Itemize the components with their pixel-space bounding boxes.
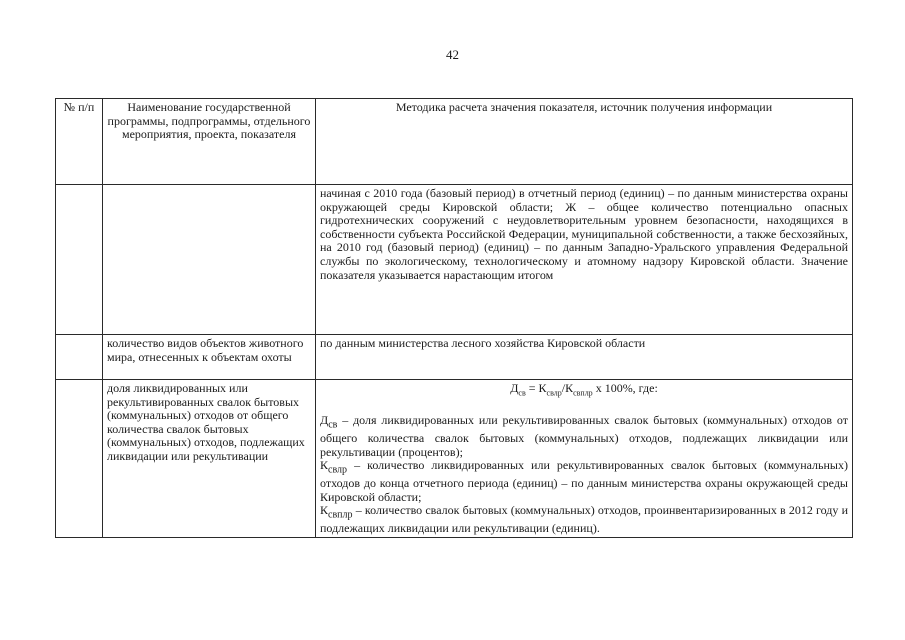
- formula-equals: = К: [525, 381, 547, 395]
- table-header-row: [56, 99, 853, 185]
- formula-tail: х 100%, где:: [592, 381, 658, 395]
- formula-d-symbol: Д: [510, 381, 519, 395]
- table-row: [56, 185, 853, 335]
- table-row: [56, 380, 853, 538]
- cell-number: [56, 185, 103, 335]
- definition-k-liquidated: $К_{свлр}$ – количество ликвидированных или рекультивированных свалок бытовых (коммунальных) отходов до конца отчетного периода (единиц) – по данным министерства охраны окружающей среды Кировской области;: [320, 458, 848, 504]
- formula-d-subscript: св: [518, 388, 526, 398]
- header-name: Наименование государственной программы, подпрограммы, отдельного мероприятия, проекта, показателя: [103, 99, 316, 185]
- cell-method: начиная с 2010 года (базовый период) в отчетный период (единиц) – по данным министерства охраны окружающей среды Кировской области; Ж – общее количество потенциально опасных гидротехнических сооружений с неудовлетворительным уровнем безопасности, находящихся в собственности субъекта Российской Федерации, муниципальной собственности, а также бесхозяйных, на 2010 год (базовый период) (единиц) – по данным Западно-Уральского управления Федеральной службы по экологическому, технологическому и атомному надзору Кировской области. Значение показателя указывается нарастающим итогом: [316, 185, 853, 335]
- cell-number: [56, 380, 103, 538]
- cell-name: количество видов объектов животного мира, отнесенных к объектам охоты: [103, 335, 316, 380]
- formula: [320, 382, 848, 400]
- page-number: 42: [446, 47, 459, 62]
- cell-method: по данным министерства лесного хозяйства Кировской области: [316, 335, 853, 380]
- header-number: № п/п: [56, 99, 103, 185]
- cell-method: [316, 380, 853, 538]
- cell-name: доля ликвидированных или рекультивированных свалок бытовых (коммунальных) отходов от общего количества свалок бытовых (коммунальных) отходов, подлежащих ликвидации или рекультивации: [103, 380, 316, 538]
- definition-k-planned: $К_{свплр}$ – количество свалок бытовых (коммунальных) отходов, проинвентаризированных в 2012 году и подлежащих ликвидации или рекультивации (единиц).: [320, 503, 848, 536]
- table-row: [56, 335, 853, 380]
- indicator-table: [55, 98, 853, 538]
- cell-number: [56, 335, 103, 380]
- cell-name: [103, 185, 316, 335]
- formula-division: /К: [561, 381, 574, 395]
- header-method: Методика расчета значения показателя, источник получения информации: [316, 99, 853, 185]
- formula-k1-subscript: свлр: [546, 388, 562, 398]
- definition-d: $Д_{св}$ – доля ликвидированных или рекультивированных свалок бытовых (коммунальных) отходов от общего количества свалок бытовых (коммунальных) отходов, подлежащих ликвидации или рекультивации (процентов);: [320, 412, 848, 459]
- formula-k2-subscript: свплр: [573, 388, 593, 398]
